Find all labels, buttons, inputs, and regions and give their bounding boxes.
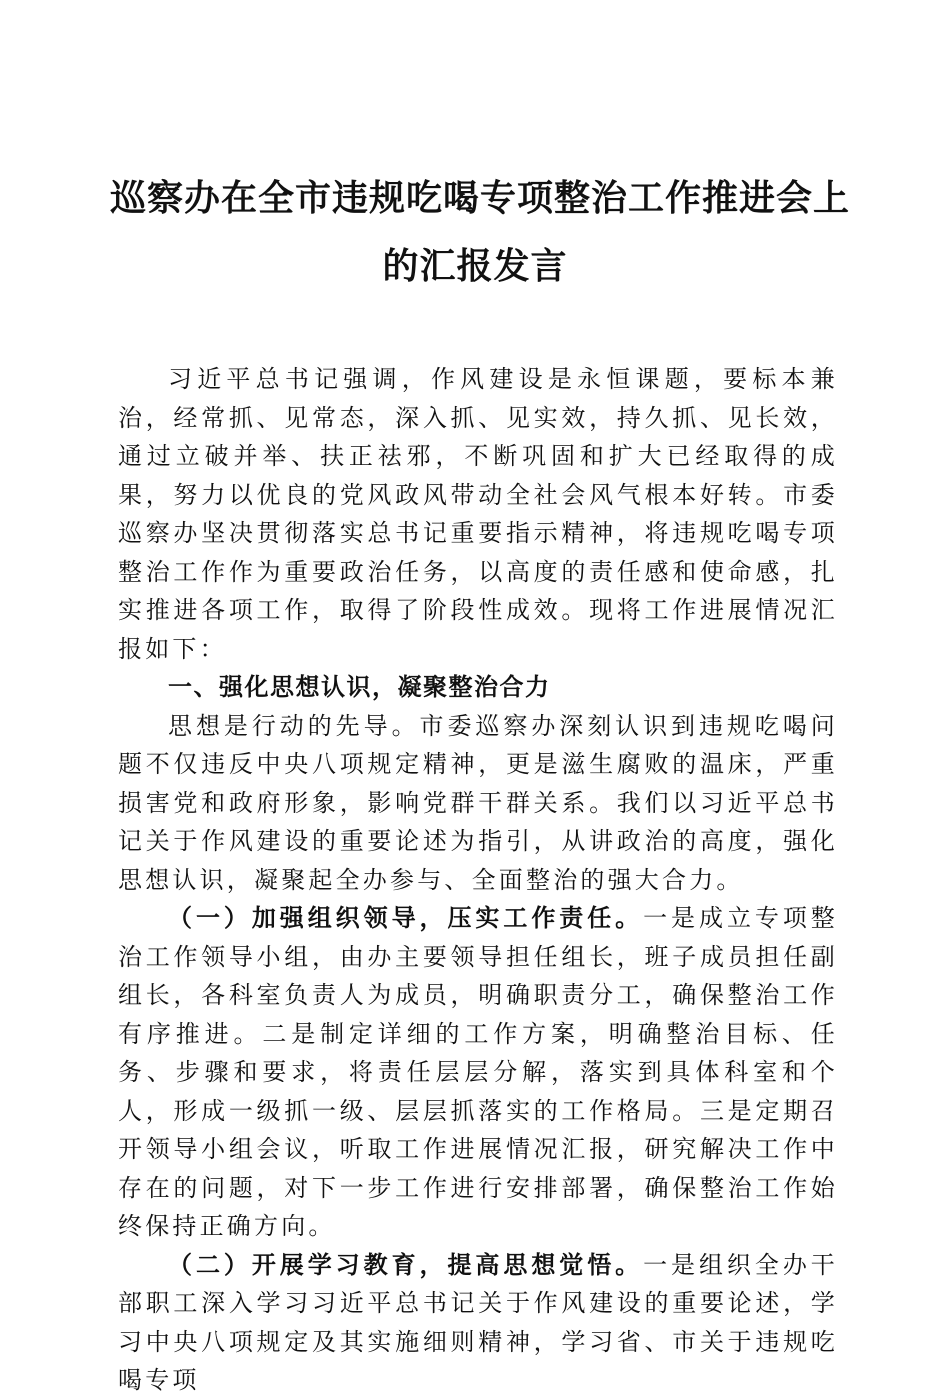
subsection-1-lead: （一）加强组织领导，压实工作责任。 [168, 903, 644, 932]
section-1-paragraph: 思想是行动的先导。市委巡察办深刻认识到违规吃喝问题不仅违反中央八项规定精神，更是滋生腐败的温床，严重损害党和政府形象，影响党群干群关系。我们以习近平总书记关于作风建设的重要论述为指引，从讲政治的高度，强化思想认识，凝聚起全办参与、全面整治的强大合力。 [118, 711, 838, 894]
subsection-2-text: 一是组织全办干部职工深入学习习近平总书记关于作风建设的重要论述，学习中央八项规定及其实施细则精神，学习省、市关于违规吃喝专项 [118, 1250, 838, 1394]
subsection-2-lead: （二）开展学习教育，提高思想觉悟。 [168, 1249, 644, 1279]
section-1-heading: 一、强化思想认识，凝聚整治合力 [168, 673, 551, 701]
subsection-2-paragraph [118, 1246, 838, 1400]
subsection-1-text: 一是成立专项整治工作领导小组，由办主要领导担任组长，班子成员担任副组长，各科室负责人为成员，明确职责分工，确保整治工作有序推进。二是制定详细的工作方案，明确整治目标、任务、步骤和要求，将责任层层分解，落实到具体科室和个人，形成一级抓一级、层层抓落实的工作格局。三是定期召开领导小组会议，听取工作进展情况汇报，研究解决工作中存在的问题，对下一步工作进行安排部署，确保整治工作始终保持正确方向。 [118, 904, 838, 1240]
document-body [118, 360, 838, 1400]
subsection-1-paragraph [118, 899, 838, 1246]
document-title-line-2: 的汇报发言 [382, 245, 568, 287]
document-title-line-1: 巡察办在全市违规吃喝专项整治工作推进会上 [110, 177, 851, 219]
intro-paragraph: 习近平总书记强调，作风建设是永恒课题，要标本兼治，经常抓、见常态，深入抓、见实效，持久抓、见长效，通过立破并举、扶正祛邪，不断巩固和扩大已经取得的成果，努力以优良的党风政风带动全社会风气根本好转。市委巡察办坚决贯彻落实总书记重要指示精神，将违规吃喝专项整治工作作为重要政治任务，以高度的责任感和使命感，扎实推进各项工作，取得了阶段性成效。现将工作进展情况汇报如下： [118, 365, 838, 663]
